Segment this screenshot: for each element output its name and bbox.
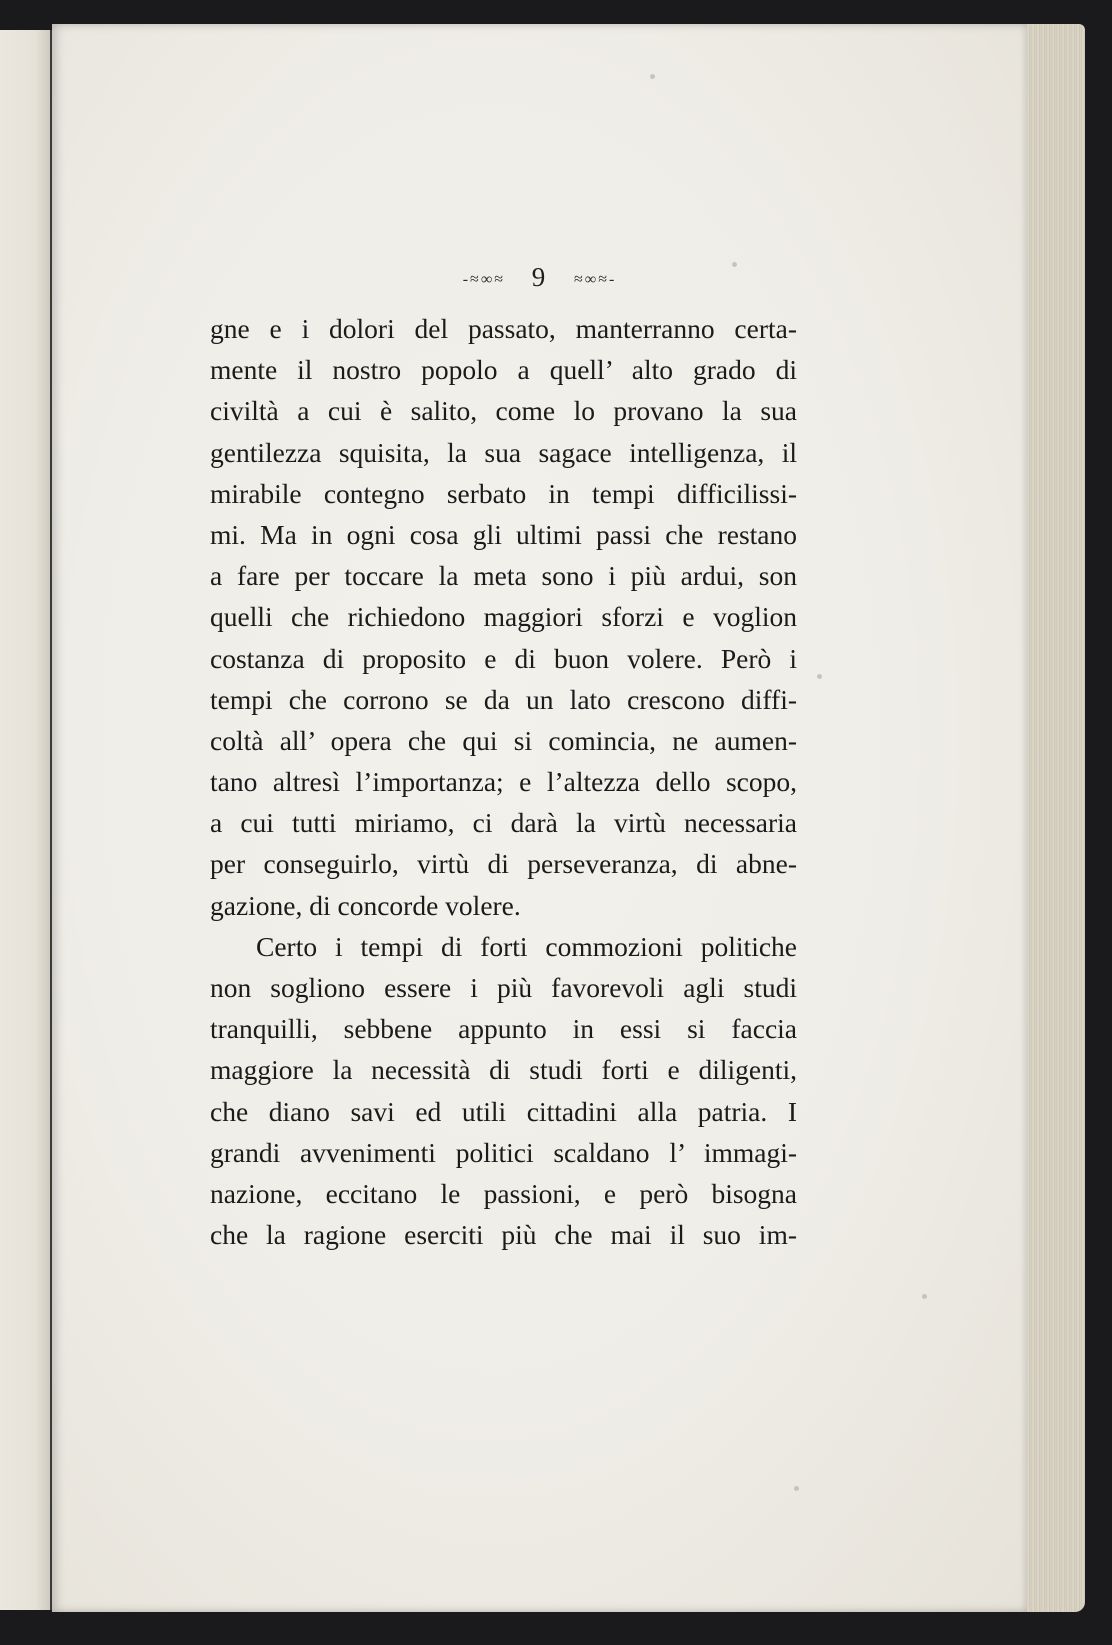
paper-speck [922,1294,927,1299]
text-line: tranquilli, sebbene appunto in essi si faccia [210,1013,797,1045]
body-text [210,308,797,1255]
text-line: mi. Ma in ogni cosa gli ultimi passi che restano [210,518,797,550]
text-line: che la ragione eserciti più che mai il suo im- [210,1219,797,1251]
text-line: a fare per toccare la meta sono i più ardui, son [210,560,797,592]
page-number: 9 [531,262,548,292]
paper-speck [650,74,655,79]
text-line: mente il nostro popolo a quell’ alto grado di [210,354,797,386]
text-line: nazione, eccitano le passioni, e però bisogna [210,1177,797,1209]
paragraph-end-line: gazione, di concorde volere. [210,889,521,921]
text-line: grandi avvenimenti politici scaldano l’ immagi- [210,1136,797,1168]
paper-speck [817,674,822,679]
book-page [52,24,1027,1612]
text-line: tempi che corrono se da un lato crescono diffi- [210,683,797,715]
text-line: gne e i dolori del passato, manterranno certa- [210,313,797,344]
text-line: maggiore la necessità di studi forti e diligenti, [210,1054,797,1086]
paragraph-start-line: Certo i tempi di forti commozioni politiche [256,930,797,962]
text-line: non sogliono essere i più favorevoli agli studi [210,972,797,1003]
text-line: mirabile contegno serbato in tempi difficilissi- [210,477,797,509]
text-line: tano altresì l’importanza; e l’altezza dello scopo, [210,766,797,798]
text-line: a cui tutti miriamo, ci darà la virtù necessaria [210,807,797,839]
text-line: che diano savi ed utili cittadini alla patria. I [210,1095,797,1127]
text-line: quelli che richiedono maggiori sforzi e voglion [210,601,797,633]
running-header [52,262,1027,293]
ornament-left-icon: -≈∞≈ [462,270,505,288]
ornament-right-icon: ≈∞≈- [574,270,617,288]
text-line: civiltà a cui è salito, come lo provano la sua [210,395,797,427]
text-line: costanza di proposito e di buon volere. Però i [210,642,797,674]
text-line: coltà all’ opera che qui si comincia, ne aumen- [210,724,797,756]
paper-speck [794,1486,799,1491]
text-line: per conseguirlo, virtù di perseveranza, di abne- [210,848,797,880]
text-line: gentilezza squisita, la sua sagace intelligenza, il [210,436,797,468]
facing-page-edge [0,30,52,1610]
